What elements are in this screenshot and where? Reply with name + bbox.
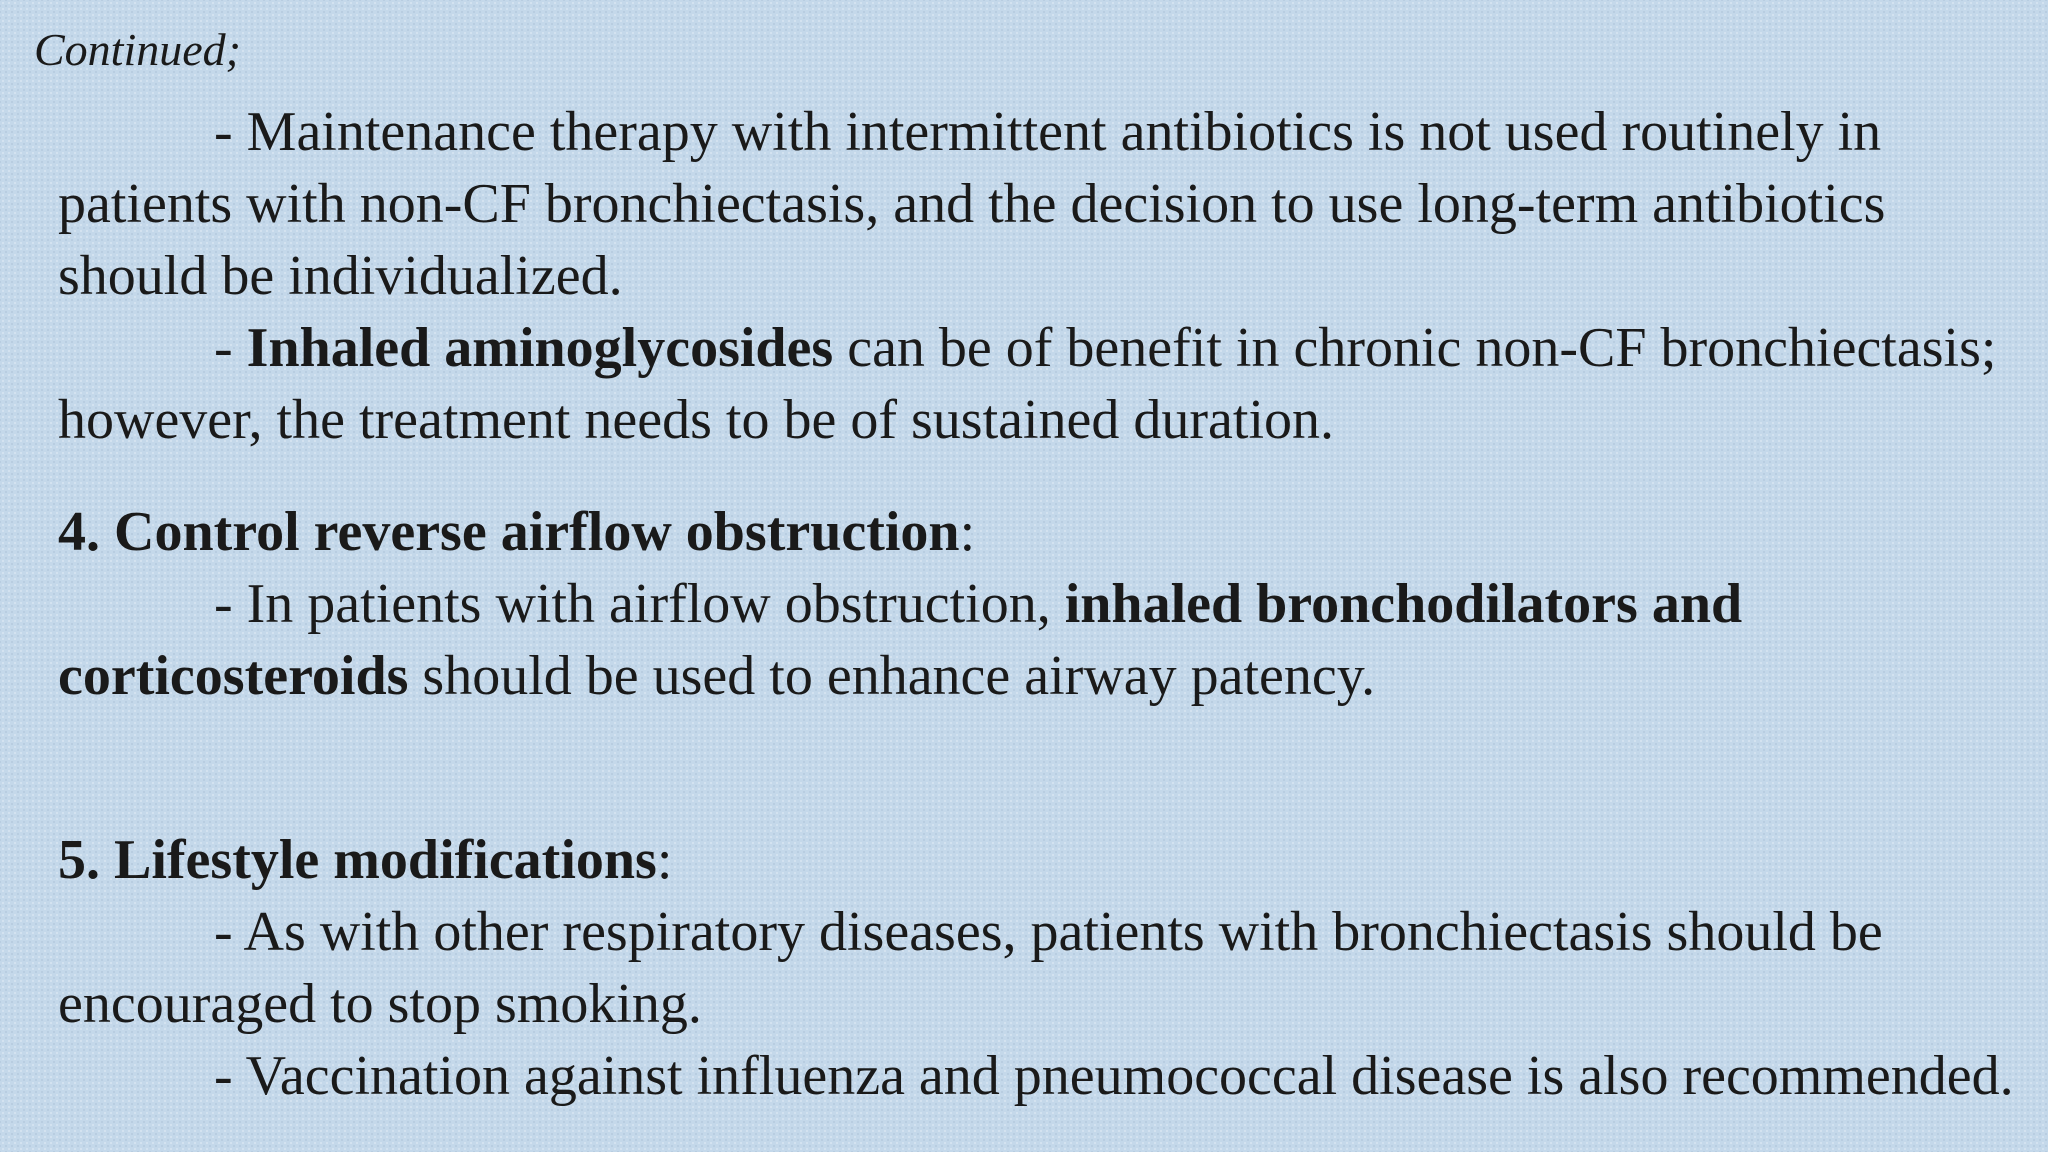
- bronchodilators-term: inhaled bronchodilators and corticosteroids: [58, 573, 1743, 707]
- inhaled-aminoglycosides-paragraph: [58, 312, 2018, 456]
- slide-body: [58, 96, 2018, 1112]
- vaccination-paragraph: - Vaccination against influenza and pneumococcal disease is also recommended.: [214, 1045, 2014, 1107]
- smoking-paragraph: - As with other respiratory diseases, patients with bronchiectasis should be encouraged to stop smoking.: [58, 901, 1883, 1035]
- bronchodilators-description: should be used to enhance airway patency.: [408, 645, 1376, 707]
- inhaled-aminoglycosides-term: Inhaled aminoglycosides: [246, 317, 834, 379]
- continued-label: Continued;: [34, 24, 241, 75]
- antibiotics-maintenance-paragraph: - Maintenance therapy with intermittent antibiotics is not used routinely in patients with non-CF bronchiectasis, and the decision to use long-term antibiotics should be individualized.: [58, 101, 1886, 307]
- section-4-colon: :: [959, 501, 976, 563]
- section-5-colon: :: [656, 829, 673, 891]
- aminoglycosides-description: can be of benefit in chronic non-CF bronchiectasis; however, the treatment needs to be of sustained duration.: [58, 317, 1997, 451]
- bullet-dash: -: [214, 317, 247, 379]
- bronchodilators-paragraph: [58, 568, 2018, 712]
- bronchodilators-intro: - In patients with airflow obstruction,: [214, 573, 1065, 635]
- section-4-title: 4. Control reverse airflow obstruction: [58, 501, 960, 563]
- section-5-title: 5. Lifestyle modifications: [58, 829, 657, 891]
- section-4-heading: [58, 496, 2018, 568]
- section-5-heading: [58, 824, 2018, 896]
